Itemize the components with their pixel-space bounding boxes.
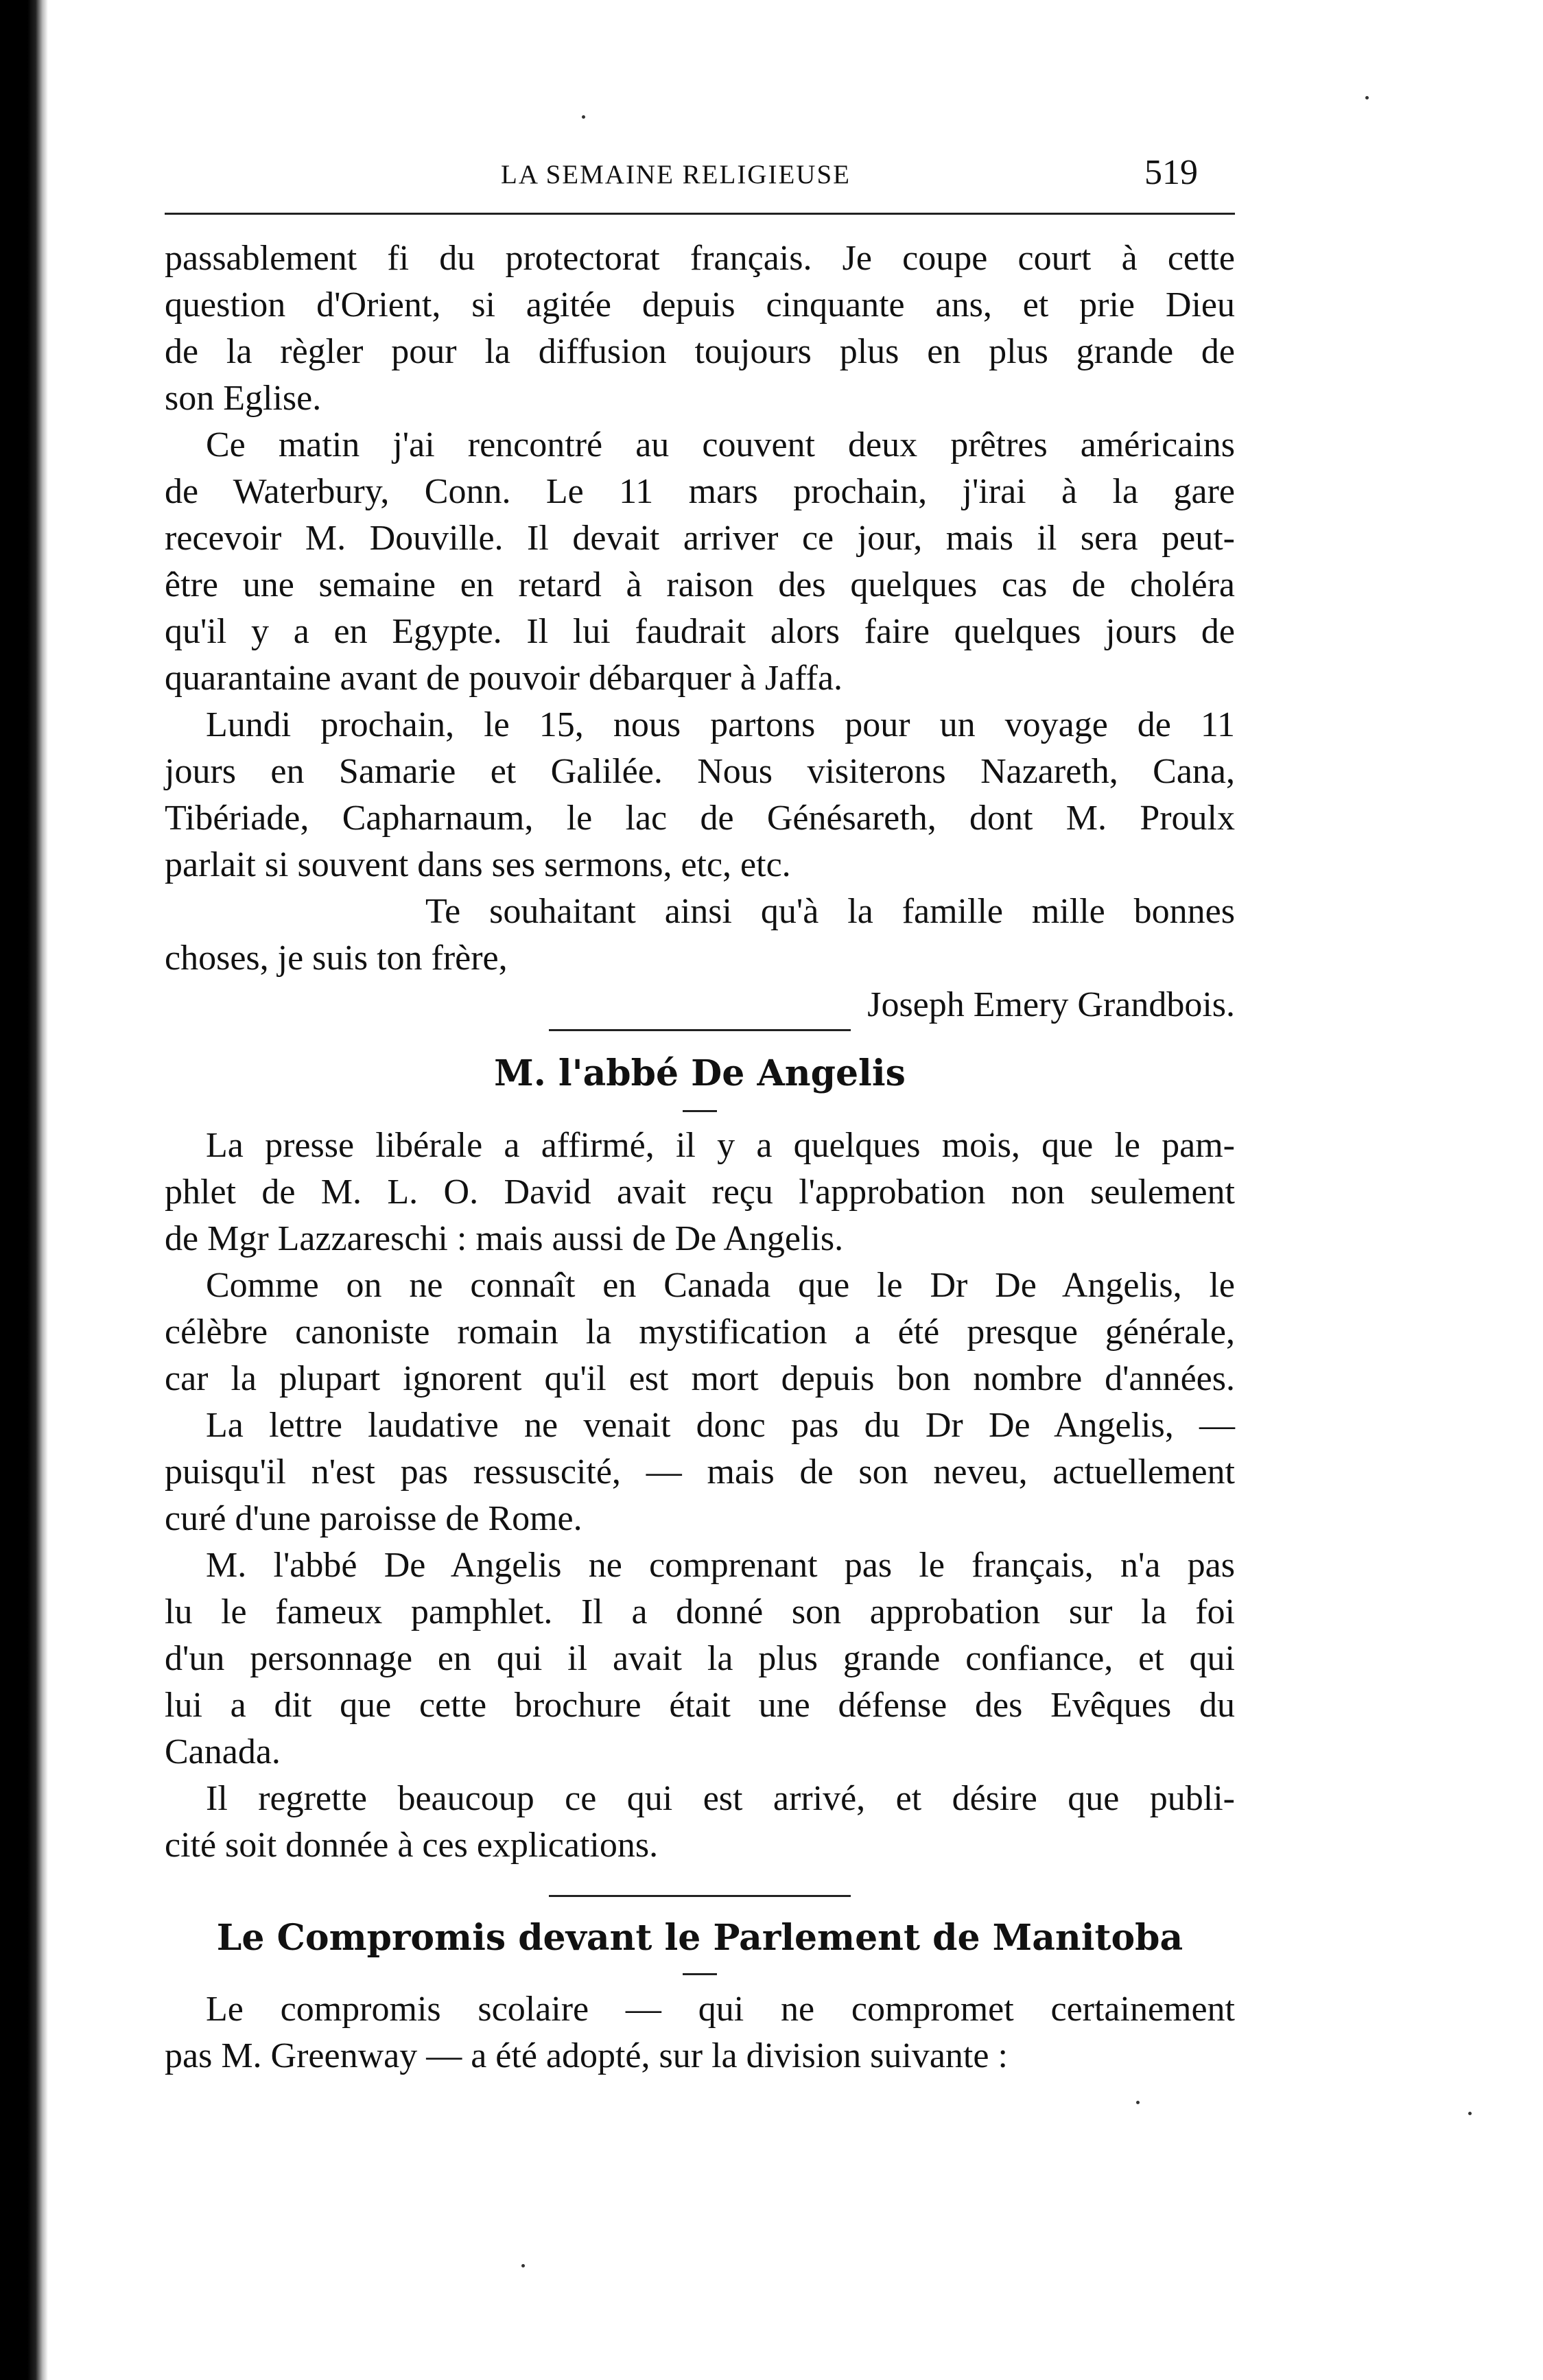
title-underline [683,1110,717,1112]
article1-paragraph-3 [165,1402,1235,1542]
letter-paragraph-3 [165,702,1235,888]
article2-paragraph-1 [165,1986,1235,2079]
running-title: LA SEMAINE RELIGIEUSE [501,160,851,189]
text-line: recevoir M. Douville. Il devait arriver ce jour, mais il sera peut- [165,519,1235,558]
text-line: d'un personnage en qui il avait la plus grande confiance, et qui [165,1639,1235,1678]
section-divider [549,1029,851,1031]
article1-paragraph-4 [165,1542,1235,1776]
article1-paragraph-2 [165,1262,1235,1402]
text-line: Tibériade, Capharnaum, le lac de Génésareth, dont M. Proulx [165,799,1235,838]
signature: Joseph Emery Grandbois. [867,985,1235,1024]
text-line: Comme on ne connaît en Canada que le Dr De Angelis, le [206,1266,1235,1305]
scan-speck [1136,2101,1140,2104]
text-line: question d'Orient, si agitée depuis cinquante ans, et prie Dieu [165,285,1235,325]
text-line: curé d'une paroisse de Rome. [165,1499,582,1538]
text-line: car la plupart ignorent qu'il est mort depuis bon nombre d'années. [165,1359,1235,1398]
scan-speck [521,2264,525,2267]
text-line: puisqu'il n'est pas ressuscité, — mais de son neveu, actuellement [165,1452,1235,1492]
article1-paragraph-1 [165,1122,1235,1262]
text-line: parlait si souvent dans ses sermons, etc, etc. [165,845,791,884]
text-line: passablement fi du protectorat français. Je coupe court à cette [165,239,1235,278]
scan-speck [582,115,585,119]
text-line: lu le fameux pamphlet. Il a donné son approbation sur la foi [165,1592,1235,1631]
text-line: Ce matin j'ai rencontré au couvent deux prêtres américains [206,425,1235,464]
page-number: 519 [1144,153,1198,192]
section-divider [549,1895,851,1897]
article-title: Le Compromis devant le Parlement de Manitoba [216,1917,1183,1959]
letter-paragraph-2 [165,422,1235,702]
text-line: son Eglise. [165,379,322,418]
article1-paragraph-5 [165,1776,1235,1869]
text-line: Le compromis scolaire — qui ne compromet certainement [206,1990,1235,2029]
text-line: M. l'abbé De Angelis ne comprenant pas le français, n'a pas [206,1546,1235,1585]
text-line: La lettre laudative ne venait donc pas du Dr De Angelis, — [206,1406,1235,1445]
header-rule [165,213,1235,215]
text-line: célèbre canoniste romain la mystification a été presque générale, [165,1312,1235,1352]
text-line: de la règler pour la diffusion toujours plus en plus grande de [165,332,1235,371]
article-title: M. l'abbé De Angelis [494,1052,906,1094]
closing-line: choses, je suis ton frère, [165,939,508,978]
text-line: cité soit donnée à ces explications. [165,1826,659,1865]
text-line: Canada. [165,1732,281,1771]
text-line: Il regrette beaucoup ce qui est arrivé, et désire que publi- [206,1779,1235,1818]
text-line: qu'il y a en Egypte. Il lui faudrait alors faire quelques jours de [165,612,1235,651]
text-line: de Mgr Lazzareschi : mais aussi de De Angelis. [165,1219,844,1258]
text-line: jours en Samarie et Galilée. Nous visiterons Nazareth, Cana, [165,752,1235,791]
letter-paragraph-1 [165,235,1235,422]
text-line: phlet de M. L. O. David avait reçu l'approbation non seulement [165,1173,1235,1212]
text-line: lui a dit que cette brochure était une défense des Evêques du [165,1686,1235,1725]
scan-speck [1365,96,1369,99]
title-underline [683,1973,717,1975]
scan-speck [1468,2112,1472,2115]
text-line: quarantaine avant de pouvoir débarquer à Jaffa. [165,659,843,698]
letter-closing [165,888,1235,1028]
text-line: Lundi prochain, le 15, nous partons pour un voyage de 11 [206,705,1235,744]
text-line: de Waterbury, Conn. Le 11 mars prochain, j'irai à la gare [165,472,1235,511]
text-line: La presse libérale a affirmé, il y a quelques mois, que le pam- [206,1126,1235,1165]
closing-line: Te souhaitant ainsi qu'à la famille mille bonnes [425,892,1235,931]
text-line: être une semaine en retard à raison des quelques cas de choléra [165,565,1235,604]
text-line: pas M. Greenway — a été adopté, sur la division suivante : [165,2036,1008,2075]
